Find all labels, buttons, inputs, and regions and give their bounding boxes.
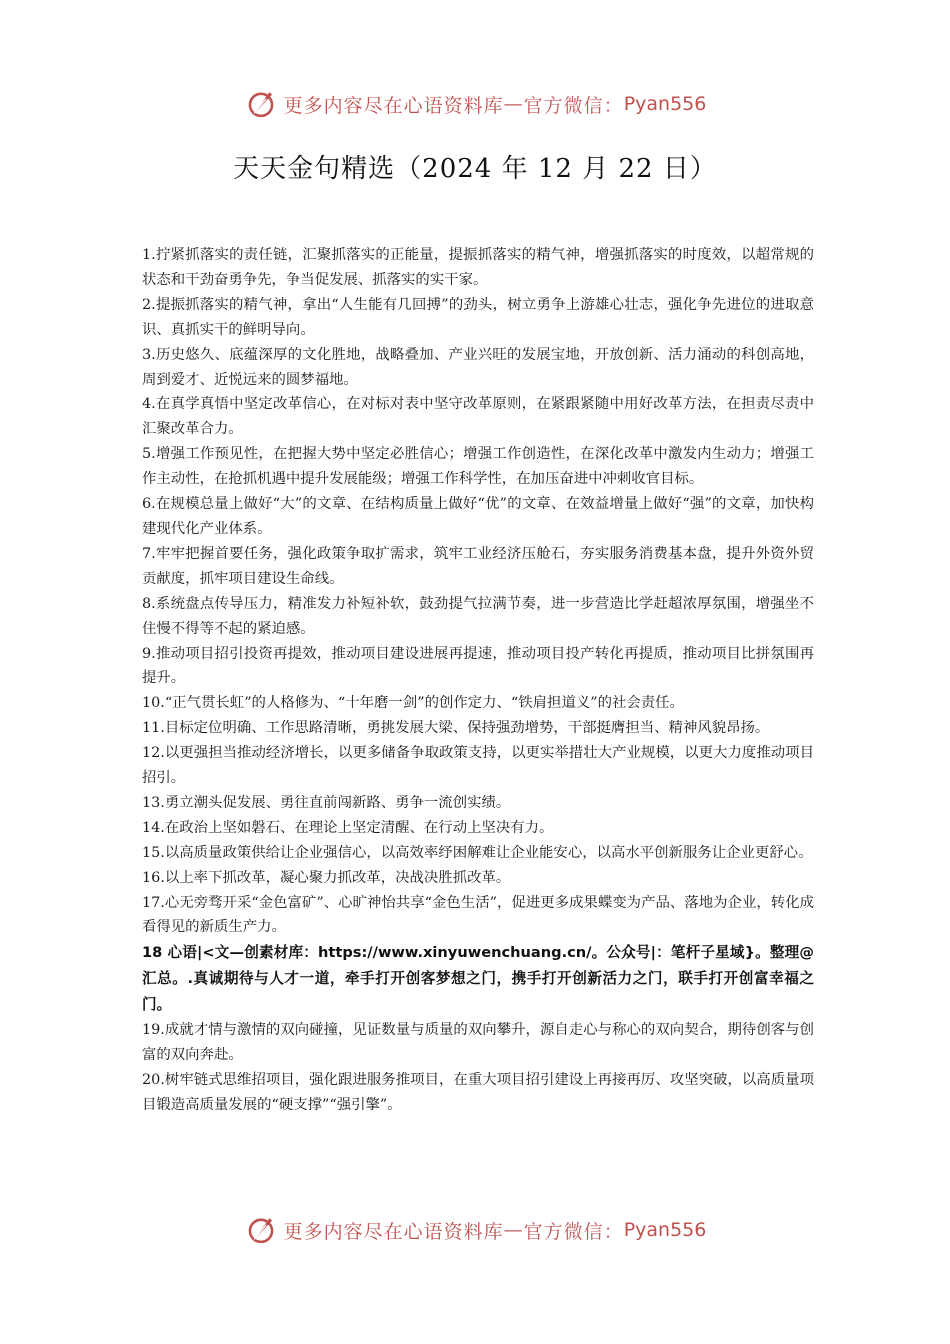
list-item: 12.以更强担当推动经济增长，以更多储备争取政策支持，以更实举措壮大产业规模，以更大力度推动项目招引。 <box>142 745 814 787</box>
list-item: 4.在真学真悟中坚定改革信心，在对标对表中坚守改革原则，在紧跟紧随中用好改革方法，在担责尽责中汇聚改革合力。 <box>142 396 814 438</box>
list-item: 6.在规模总量上做好“大”的文章、在结构质量上做好“优”的文章、在效益增量上做好“强”的文章，加快构建现代化产业体系。 <box>142 496 814 537</box>
watermark-brand: 更多内容尽在心语资料库 <box>283 94 504 117</box>
watermark-dash: — <box>503 1219 524 1241</box>
list-item: 17.心无旁骛开采“金色富矿”、心旷神怡共享“金色生活”，促进更多成果蝶变为产品、落地为企业，转化成看得见的新质生产力。 <box>142 894 814 936</box>
list-item: 16.以上率下抓改革，凝心聚力抓改革，决战决胜抓改革。 <box>142 869 511 886</box>
list-item: 1.拧紧抓落实的责任链，汇聚抓落实的正能量，提振抓落实的精气神，增强抓落实的时度效，以超常规的状态和干劲奋勇争先，争当促发展、抓落实的实干家。 <box>142 247 814 288</box>
footer-watermark <box>0 1210 950 1250</box>
list-item: 5.增强工作预见性，在把握大势中坚定必胜信心；增强工作创造性，在深化改革中激发内生动力；增强工作主动性，在抢抓机遇中提升发展能级；增强工作科学性，在加压奋进中冲刺收官目标。 <box>142 446 814 488</box>
list-item: 8.系统盘点传导压力，精准发力补短补软，鼓劲提气拉满节奏，进一步营造比学赶超浓厚氛围，增强坐不住慢不得等不起的紧迫感。 <box>142 595 814 637</box>
list-item: 13.勇立潮头促发展、勇往直前闯新路、勇争一流创实绩。 <box>142 794 511 811</box>
watermark-wechat-label: 官方微信： <box>523 1220 624 1243</box>
list-item: 7.牢牢把握首要任务，强化政策争取扩需求，筑牢工业经济压舱石，夯实服务消费基本盘，提升外资外贸贡献度，抓牢项目建设生命线。 <box>142 545 814 587</box>
watermark-wechat-handle: Pyan556 <box>623 1219 707 1241</box>
watermark-brand: 更多内容尽在心语资料库 <box>283 1220 504 1243</box>
list-item: 11.目标定位明确、工作思路清晰，勇挑发展大梁、保持强劲增势，干部挺膺担当、精神风貌昂扬。 <box>142 720 770 737</box>
list-item: 10.“正气贯长虹”的人格修为、“十年磨一剑”的创作定力、“铁肩担道义”的社会责任。 <box>142 695 684 712</box>
header-watermark <box>0 84 950 124</box>
list-item: 15.以高质量政策供给让企业强信心，以高效率纾困解难让企业能安心，以高水平创新服务让企业更舒心。 <box>142 844 813 861</box>
list-item: 19.成就才情与激情的双向碰撞，见证数量与质量的双向攀升，源自走心与称心的双向契合，期待创客与创富的双向奔赴。 <box>142 1022 814 1064</box>
list-item: 3.历史悠久、底蕴深厚的文化胜地，战略叠加、产业兴旺的发展宝地，开放创新、活力涌动的科创高地，周到爱才、近悦远来的圆梦福地。 <box>142 346 814 388</box>
quill-logo-icon <box>244 87 278 121</box>
page-title: 天天金句精选（2024 年 12 月 22 日） <box>233 154 717 184</box>
watermark-wechat-label: 官方微信： <box>523 94 624 117</box>
list-item: 2.提振抓落实的精气神，拿出“人生能有几回搏”的劲头，树立勇争上游雄心壮志，强化争先进位的进取意识、真抓实干的鲜明导向。 <box>142 296 814 338</box>
list-item: 20.树牢链式思维招项目，强化跟进服务推项目，在重大项目招引建设上再接再厉、攻坚突破，以高质量项目锻造高质量发展的“硬支撑”“强引擎”。 <box>142 1072 814 1114</box>
list-item: 14.在政治上坚如磐石、在理论上坚定清醒、在行动上坚决有力。 <box>142 819 554 836</box>
list-item: 9.推动项目招引投资再提效，推动项目建设进展再提速，推动项目投产转化再提质，推动项目比拼氛围再提升。 <box>142 645 814 687</box>
watermark-dash: — <box>503 93 524 115</box>
quill-logo-icon <box>244 1213 278 1247</box>
list-item-promo: 18 心语|<文—创素材库：https://www.xinyuwenchuang.cn/。公众号|：笔杆子星域}。整理@汇总。.真诚期待与人才一道，牵手打开创客梦想之门，携手打开创新活力之门，联手打开创富幸福之门。 <box>142 944 814 1014</box>
quote-list <box>142 243 814 1118</box>
watermark-wechat-handle: Pyan556 <box>623 93 707 115</box>
